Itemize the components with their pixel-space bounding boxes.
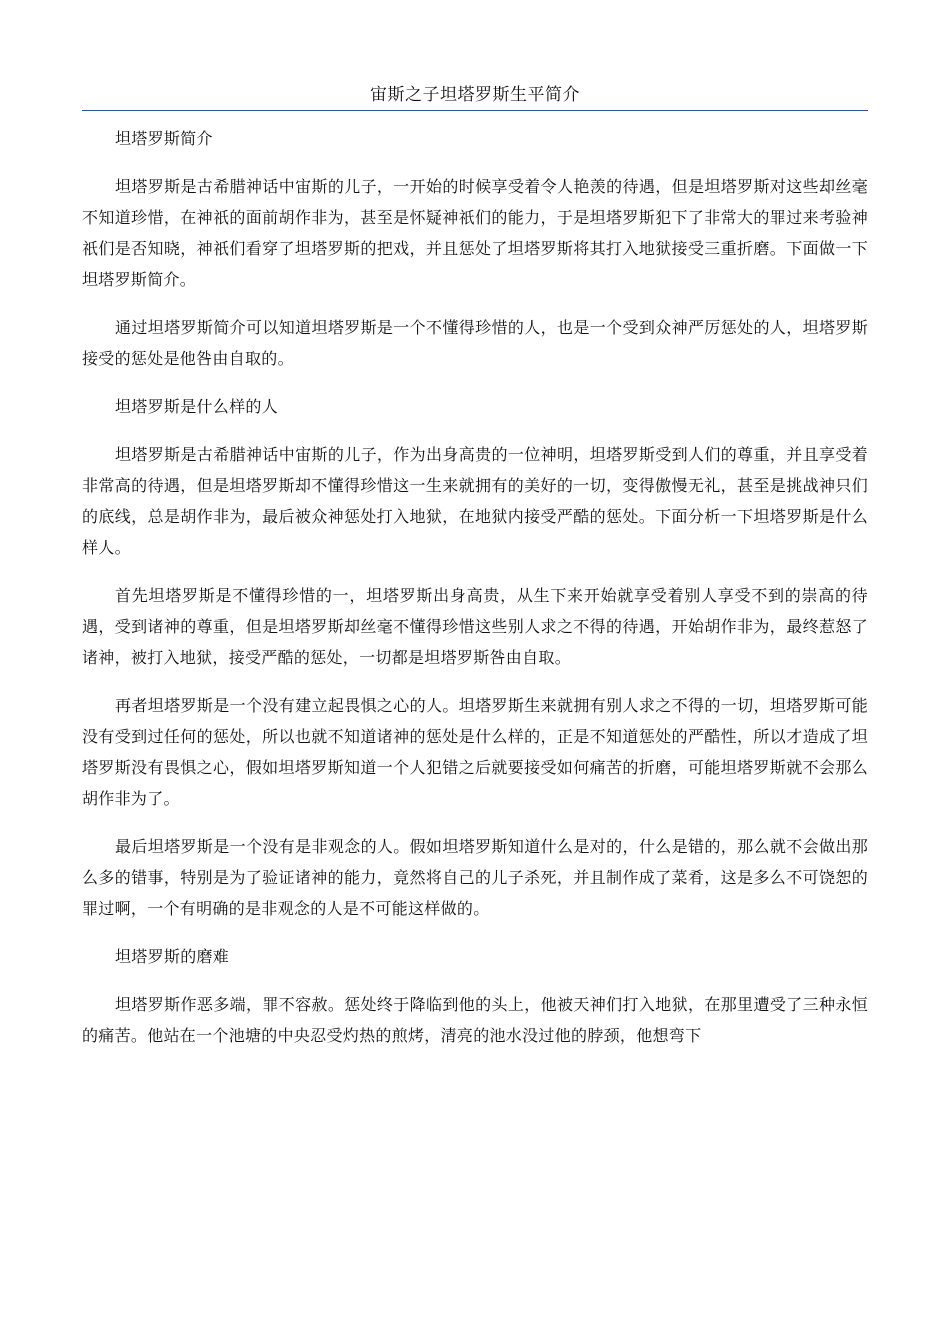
paragraph: 再者坦塔罗斯是一个没有建立起畏惧之心的人。坦塔罗斯生来就拥有别人求之不得的一切，坦塔罗斯可能没有受到过任何的惩处，所以也就不知道诸神的惩处是什么样的，正是不知道惩处的严酷性，所以才造成了坦塔罗斯没有畏惧之心，假如坦塔罗斯知道一个人犯错之后就要接受如何痛苦的折磨，可能坦塔罗斯就不会那么胡作非为了。 [82, 696, 868, 808]
paragraph: 坦塔罗斯作恶多端，罪不容赦。惩处终于降临到他的头上，他被天神们打入地狱，在那里遭受了三种永恒的痛苦。他站在一个池塘的中央忍受灼热的煎烤，清亮的池水没过他的脖颈，他想弯下 [82, 995, 868, 1045]
section-heading: 坦塔罗斯是什么样的人 [115, 397, 279, 416]
document-title: 宙斯之子坦塔罗斯生平简介 [82, 82, 868, 111]
document-page [82, 0, 868, 1051]
paragraph: 坦塔罗斯是古希腊神话中宙斯的儿子，一开始的时候享受着令人艳羡的待遇，但是坦塔罗斯对这些却丝毫不知道珍惜，在神祇的面前胡作非为，甚至是怀疑神祇们的能力，于是坦塔罗斯犯下了非常大的罪过来考验神祇们是否知晓，神祇们看穿了坦塔罗斯的把戏，并且惩处了坦塔罗斯将其打入地狱接受三重折磨。下面做一下坦塔罗斯简介。 [82, 177, 868, 289]
section-heading: 坦塔罗斯的磨难 [115, 947, 230, 966]
section-heading: 坦塔罗斯简介 [115, 129, 213, 148]
paragraph: 最后坦塔罗斯是一个没有是非观念的人。假如坦塔罗斯知道什么是对的，什么是错的，那么就不会做出那么多的错事，特别是为了验证诸神的能力，竟然将自己的儿子杀死，并且制作成了菜肴，这是多么不可饶恕的罪过啊，一个有明确的是非观念的人是不可能这样做的。 [82, 837, 868, 918]
paragraph: 通过坦塔罗斯简介可以知道坦塔罗斯是一个不懂得珍惜的人，也是一个受到众神严厉惩处的人，坦塔罗斯接受的惩处是他咎由自取的。 [82, 318, 868, 368]
paragraph: 首先坦塔罗斯是不懂得珍惜的一，坦塔罗斯出身高贵，从生下来开始就享受着别人享受不到的崇高的待遇，受到诸神的尊重，但是坦塔罗斯却丝毫不懂得珍惜这些别人求之不得的待遇，开始胡作非为，最终惹怒了诸神，被打入地狱，接受严酷的惩处，一切都是坦塔罗斯咎由自取。 [82, 586, 868, 667]
document-body [82, 123, 868, 1051]
paragraph: 坦塔罗斯是古希腊神话中宙斯的儿子，作为出身高贵的一位神明，坦塔罗斯受到人们的尊重，并且享受着非常高的待遇，但是坦塔罗斯却不懂得珍惜这一生来就拥有的美好的一切，变得傲慢无礼，甚至是挑战神只们的底线，总是胡作非为，最后被众神惩处打入地狱，在地狱内接受严酷的惩处。下面分析一下坦塔罗斯是什么样人。 [82, 445, 868, 557]
